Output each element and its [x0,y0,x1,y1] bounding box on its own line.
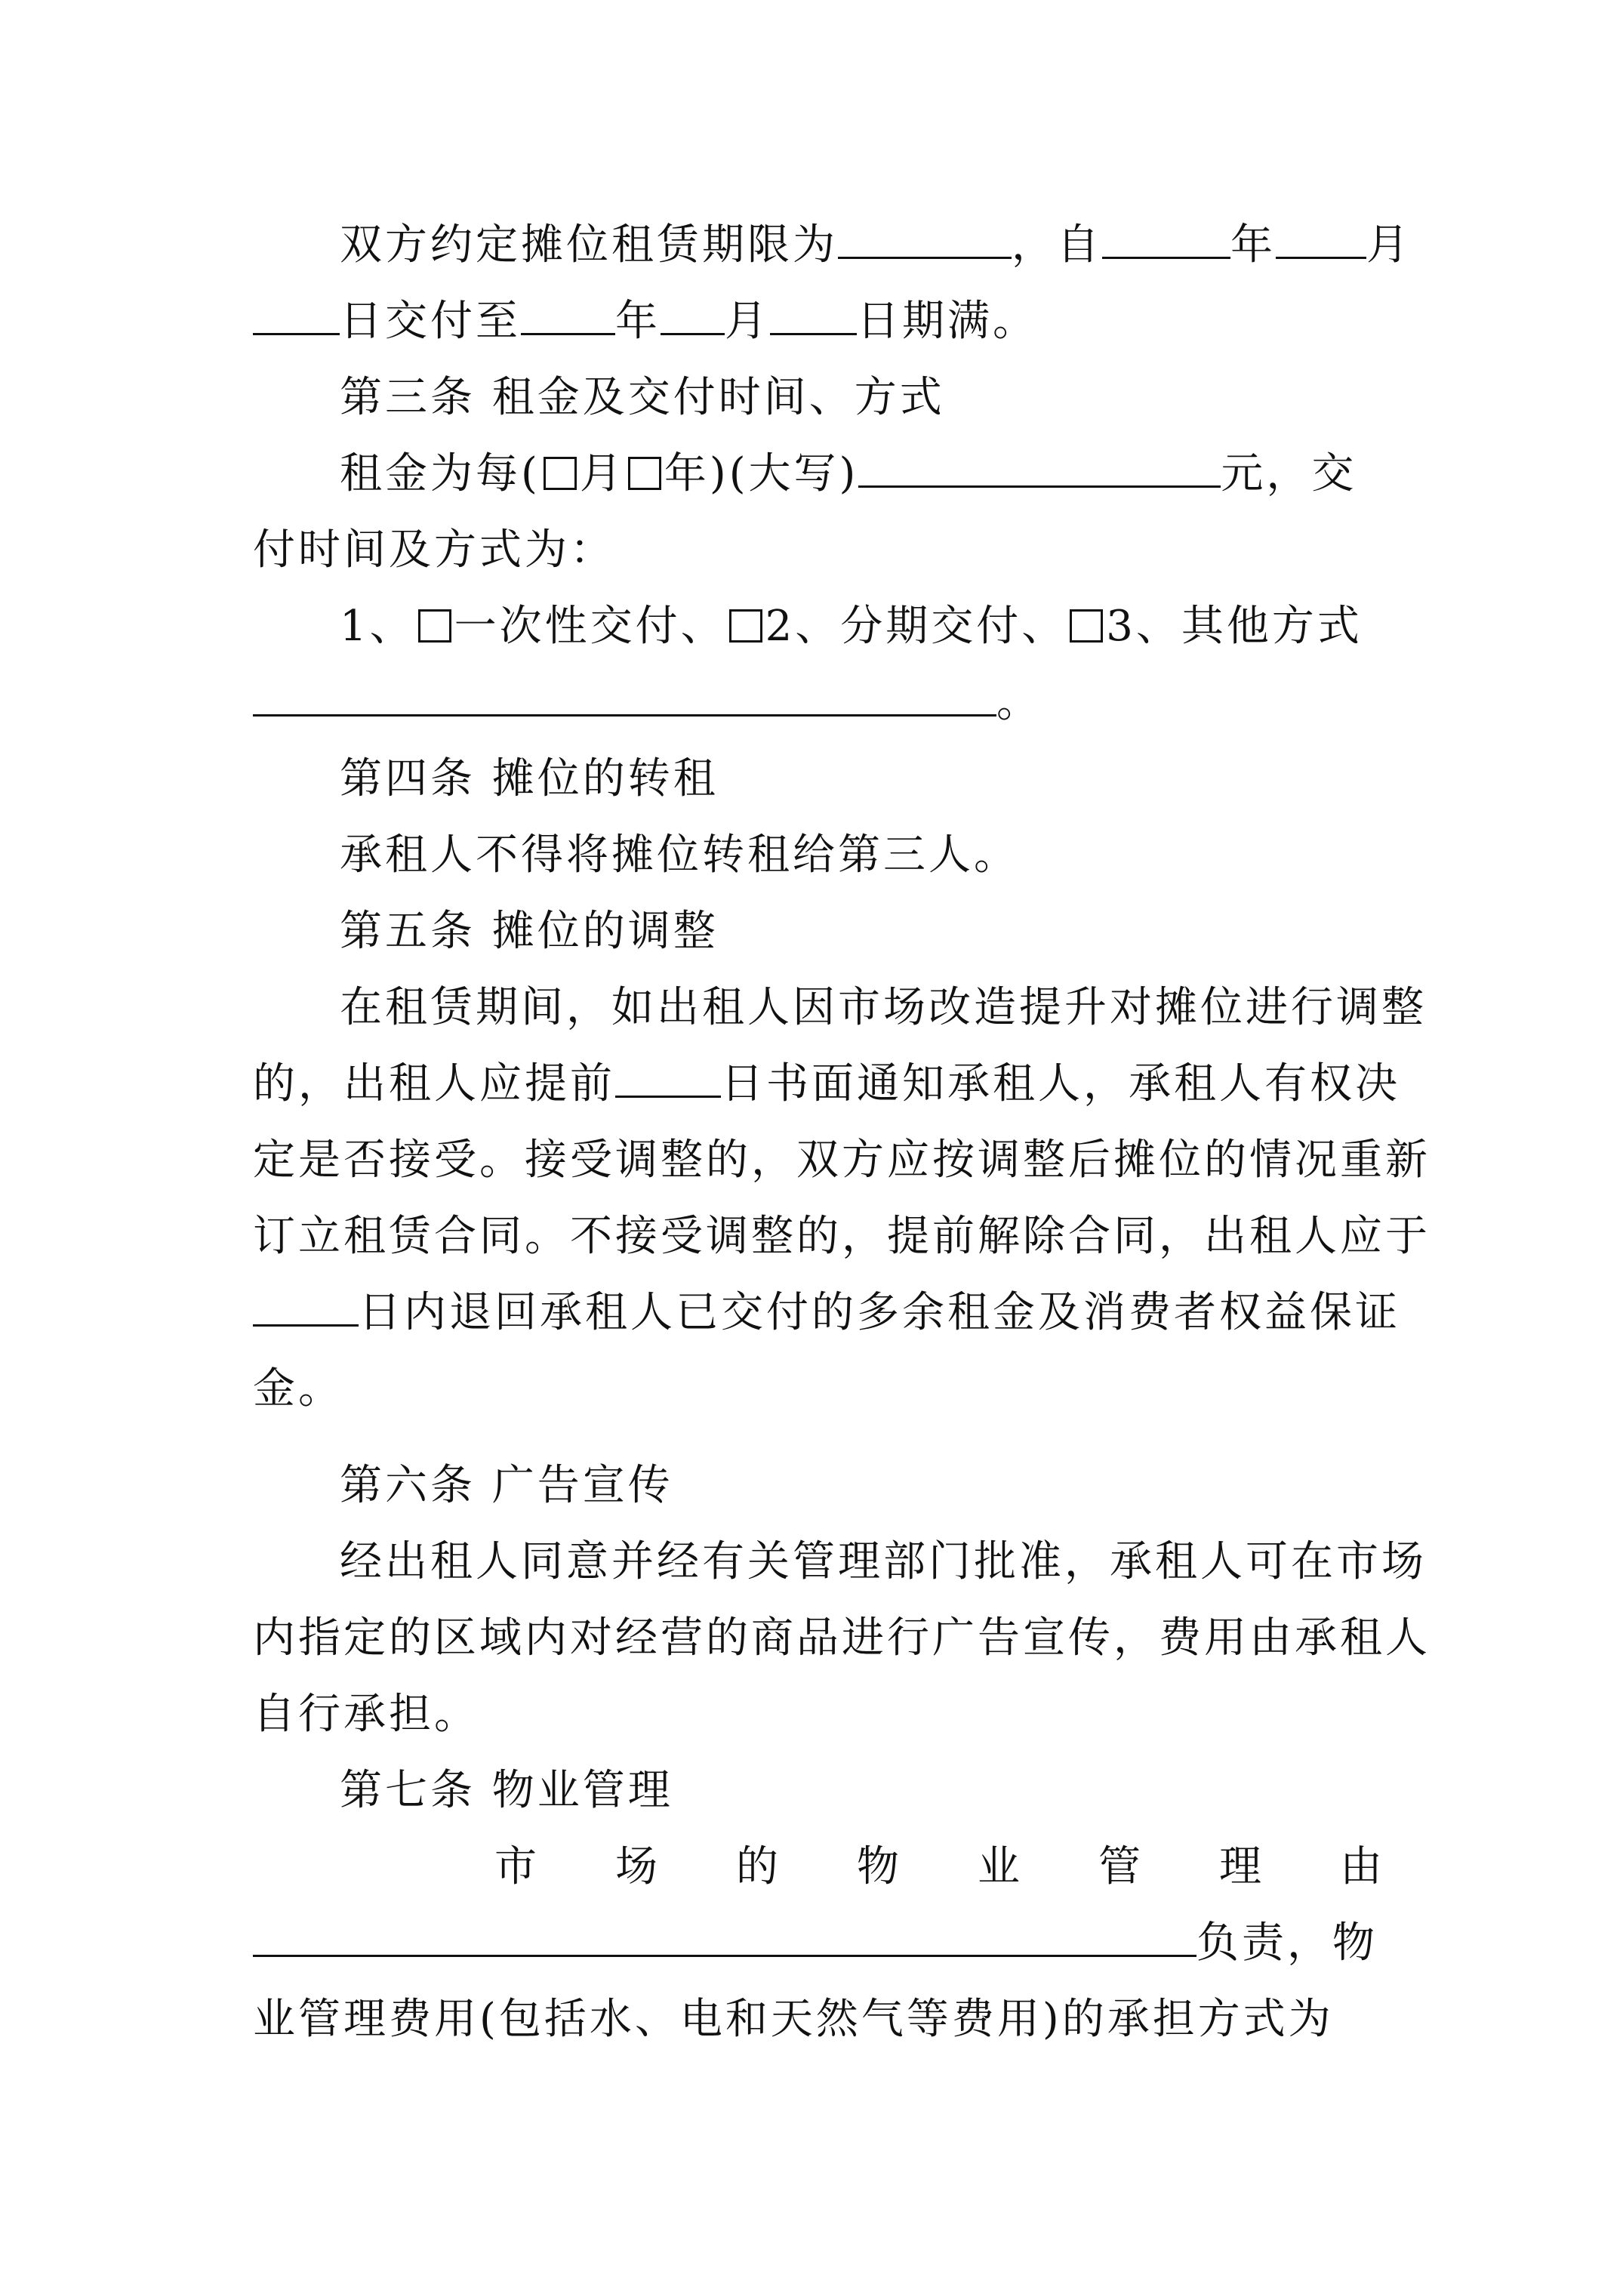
lease-term-text: 双方约定摊位租赁期限为 [340,220,838,270]
article-6-line-1: 经出租人同意并经有关管理部门批准，承租人可在市场 [340,1537,1427,1586]
spaced-char: 由 [1340,1842,1385,1891]
rent-line-2: 付时间及方式为： [253,525,615,575]
year-label: 年 [1230,220,1276,270]
start-month-blank[interactable] [1276,210,1366,259]
start-year-blank[interactable] [1102,210,1230,259]
lease-start-label: ，自 [1012,220,1102,270]
spaced-char: 业 [978,1842,1023,1891]
month-option-label: 月 [579,449,625,498]
article-4-body: 承租人不得将摊位转租给第三人。 [340,831,1019,880]
yearly-checkbox[interactable] [628,457,661,490]
lease-term-line-2 [253,284,1385,359]
spaced-char: 物 [857,1842,902,1891]
article-5-line-3: 定是否接受。接受调整的，双方应按调整后摊位的情况重新 [253,1136,1431,1185]
lease-term-blank[interactable] [838,210,1012,259]
notice-text: 的，出租人应提前 [253,1059,615,1108]
currency-label: 元，交 [1221,449,1357,498]
installment-label: 2、分期交付、 [765,602,1067,651]
rent-amount-blank[interactable] [858,439,1221,488]
article-5-line-5 [253,1275,1400,1351]
article-5-line-2 [253,1046,1400,1122]
article-4-heading: 第四条 摊位的转租 [340,754,719,803]
other-method-blank[interactable] [253,667,996,717]
end-year-blank[interactable] [521,286,615,335]
rent-text: 租金为每( [340,449,540,498]
month-label: 月 [1366,220,1412,270]
capital-amount-label: 年)(大写) [664,449,859,498]
article-6-line-3: 自行承担。 [253,1690,479,1739]
article-5-heading: 第五条 摊位的调整 [340,907,719,956]
article-7-heading: 第七条 物业管理 [340,1766,673,1815]
article-3-heading: 第三条 租金及交付时间、方式 [340,373,945,422]
article-6-line-2: 内指定的区域内对经营的商品进行广告宣传，费用由承租人 [253,1613,1431,1663]
spaced-char: 的 [736,1842,781,1891]
payment-other-line [253,665,1385,741]
end-month-blank[interactable] [661,286,725,335]
lump-sum-checkbox[interactable] [418,609,451,643]
other-method-checkbox[interactable] [1070,609,1103,643]
notice-text-cont: 日书面通知承租人，承租人有权决 [721,1059,1400,1108]
period: 。 [996,678,1042,727]
option-number: 1、 [340,602,415,651]
rent-line-1 [340,436,1385,512]
year-label: 年 [615,297,661,346]
property-manager-blank[interactable] [253,1908,1196,1957]
responsible-text: 负责，物 [1196,1918,1378,1968]
spaced-char: 市 [494,1842,540,1891]
payment-options-line [340,589,1385,664]
spaced-char: 理 [1219,1842,1264,1891]
lump-sum-label: 一次性交付、 [454,602,726,651]
lease-term-line-1 [340,208,1412,283]
monthly-checkbox[interactable] [544,457,577,490]
installment-checkbox[interactable] [729,609,762,643]
article-7-line-1 [494,1829,1385,1905]
article-5-line-6: 金。 [253,1364,343,1413]
spaced-char: 管 [1098,1842,1144,1891]
refund-text: 日内退回承租人已交付的多余租金及消费者权益保证 [359,1288,1400,1337]
other-method-label: 3、其他方式 [1106,602,1363,651]
refund-days-blank[interactable] [253,1277,359,1327]
end-day-blank[interactable] [770,286,857,335]
article-5-line-4: 订立租赁合同。不接受调整的，提前解除合同，出租人应于 [253,1212,1431,1261]
month-label: 月 [725,297,770,346]
start-day-blank[interactable] [253,286,340,335]
spaced-char: 场 [615,1842,661,1891]
notice-days-blank[interactable] [615,1049,721,1098]
article-5-line-1: 在租赁期间，如出租人因市场改造提升对摊位进行调整 [340,983,1427,1032]
article-6-heading: 第六条 广告宣传 [340,1461,673,1510]
delivery-label: 日交付至 [340,297,521,346]
expiry-label: 日期满。 [857,297,1038,346]
article-7-line-2 [253,1906,1385,1981]
article-7-line-3: 业管理费用(包括水、电和天然气等费用)的承担方式为 [253,1995,1334,2044]
